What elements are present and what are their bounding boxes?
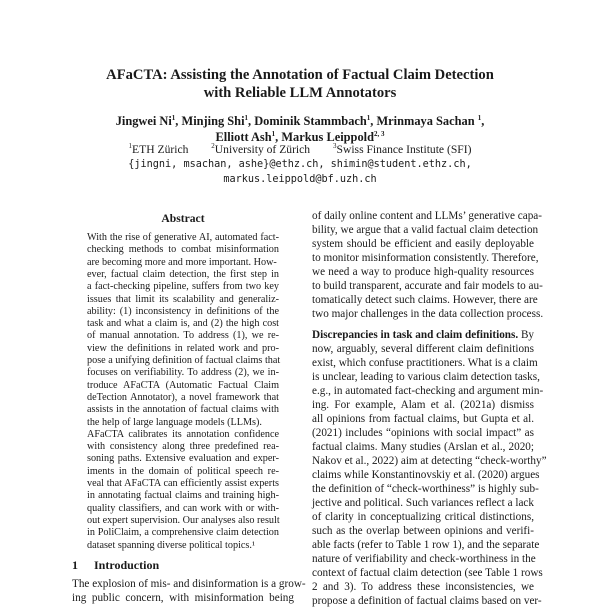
abstract-line: focuses on verifiability. To address (2), we in-: [87, 367, 279, 379]
right-col-line: we need a way to produce high-quality resources: [312, 266, 534, 278]
author-name: Dominik Stammbach: [254, 114, 367, 128]
right-col-line: e.g., in automated fact-checking and argument min-: [312, 385, 544, 397]
right-col-line: such as the overlap between opinions and verifi-: [312, 525, 534, 537]
right-col-line: of clarity in conceptualizing critical distinctions,: [312, 511, 534, 523]
author-name: Markus Leippold: [281, 130, 374, 144]
right-col-line: (2021) includes “opinions with social impact” as: [312, 427, 534, 439]
abstract-line: a fact-checking pipeline, suffers from two key: [87, 281, 279, 293]
right-col-line: exist, which confuse practitioners. What is a claim: [312, 357, 538, 369]
author-affil-sup: 1: [366, 113, 371, 122]
affiliation: $^1$ETH Zürich: [128, 142, 189, 156]
right-col-line: system should be efficient and easily deployable: [312, 238, 534, 250]
abstract-line: dataset spanning diverse political topics.¹: [87, 539, 255, 551]
intro-line: ing public concern, with misinformation being: [72, 592, 294, 604]
affiliations: [60, 143, 540, 157]
abstract-line: pose a unifying definition of factual claims that: [87, 355, 281, 366]
paper-title: [60, 66, 540, 102]
right-col-line: 2 and 3). To address these inconsistencies, we: [312, 581, 534, 593]
abstract-line: deTection Annotator), a novel framework that: [87, 391, 279, 403]
author-line-1: Jingwei Ni$^1$, Minjing Shi$^1$, Dominik Stammbach$^1$, Mrinmaya Sachan $^1$,: [115, 113, 485, 128]
abstract-line: AFaCTA calibrates its annotation confidence: [87, 428, 279, 440]
author-name: Minjing Shi: [181, 114, 245, 128]
abstract-line: assists in the annotation of factual claims with: [87, 404, 279, 416]
abstract-line: ability: (1) inconsistency in definitions of the: [87, 305, 279, 317]
affiliation: $^2$University of Zürich: [211, 142, 311, 156]
right-col-line: context of factual claim detection (see Table 1 rows: [312, 567, 543, 579]
right-col-line: propose a definition of factual claims based on ver-: [312, 595, 542, 607]
right-col-line: nature of verifiability and check-worthiness in the: [312, 553, 536, 565]
title-line-2: with Reliable LLM Annotators: [203, 85, 397, 101]
abstract-line: With the rise of generative AI, automated fact-: [87, 232, 279, 243]
abstract-line: view the definitions in related work and pro-: [87, 342, 279, 354]
abstract-line: checking methods to combat misinformation: [87, 244, 279, 256]
author-affil-sup: 1: [271, 129, 276, 138]
paragraph-lead-line: [312, 329, 534, 343]
right-col-line: the definition of “check-worthiness” is highly sub-: [312, 483, 539, 495]
author-affil-sup: 2, 3: [373, 129, 385, 138]
email-line-1[interactable]: {jingni, msachan, ashe}@ethz.ch, shimin@student.ethz.ch,: [128, 159, 472, 170]
right-col-line: of daily online content and LLMs’ generative capa-: [312, 210, 542, 222]
right-col-line: to monitor misinformation consistently. Therefore,: [312, 252, 539, 264]
abstract-line: in annotating factual claims and training high-: [87, 490, 279, 502]
right-col-line: jective and political. Such variances reflect a lack: [312, 497, 534, 509]
right-col-line: now, arguably, several different claim definitions: [312, 343, 534, 355]
right-col-line: tomatically detect such claims. However, there are: [312, 294, 538, 306]
abstract-line: ever, factual claim detection, the first step in: [87, 268, 279, 280]
right-col-line: claims while Konstantinovskiy et al. (2020) argues: [312, 469, 540, 481]
abstract-line: in PoliClaim, a comprehensive claim detection: [87, 527, 279, 539]
right-col-line: is unclear, leading to various claim detection tasks,: [312, 371, 540, 383]
right-col-line: ing. For example, Alam et al. (2021a) dismiss: [312, 399, 534, 411]
section-number: 1: [72, 558, 78, 572]
right-col-line: Nakov et al., 2022) aim at detecting “check-worthy”: [312, 455, 547, 467]
author-list: [60, 113, 540, 145]
abstract-line: veal that AFaCTA can efficiently assist experts: [87, 478, 279, 489]
author-affil-sup: 1: [171, 113, 176, 122]
abstract-line: troduce AFaCTA (Automatic Factual Claim: [87, 379, 279, 391]
right-col-line: able facts (refer to Table 1 row 1), and the separate: [312, 539, 540, 551]
abstract-line: are becoming more and more important. How-: [87, 256, 277, 268]
author-line-2: Elliott Ash$^1$, Markus Leippold$^{2, 3}$: [215, 129, 385, 144]
abstract-line: soning paths. Extensive evaluation and exper-: [87, 453, 279, 465]
abstract-line: task and what a claim is, and (2) the high cost: [87, 318, 279, 330]
affiliation: $^3$Swiss Finance Institute (SFI): [333, 142, 472, 156]
abstract-line: with consistency along three predefined rea-: [87, 441, 279, 453]
abstract-line: quality classifiers, and can work with or with-: [87, 502, 279, 514]
title-line-1: AFaCTA: Assisting the Annotation of Factual Claim Detection: [106, 67, 494, 83]
right-col-line: bility, we argue that a valid factual claim detection: [312, 224, 539, 236]
author-affil-sup: 1: [244, 113, 249, 122]
right-col-line: factual claims. Many studies (Arslan et al., 2020;: [312, 441, 534, 453]
abstract-heading: Abstract: [161, 212, 205, 225]
paragraph-lead: Discrepancies in task and claim definitions.: [312, 329, 519, 341]
author-name: Mrinmaya Sachan: [376, 114, 475, 128]
section-heading-introduction: [72, 558, 159, 572]
email-line-2[interactable]: markus.leippold@bf.uzh.ch: [223, 174, 377, 185]
author-name: Elliott Ash: [215, 130, 272, 144]
abstract-line: out expert supervision. Our analyses also result: [87, 514, 280, 526]
right-col-line: two major challenges in the data collection process.: [312, 308, 544, 320]
right-col-line: all opinions from factual claims, but Gupta et al.: [312, 413, 534, 425]
abstract-line: iments in the domain of political speech re-: [87, 465, 279, 477]
author-affil-sup: 1: [477, 113, 482, 122]
intro-line: The explosion of mis- and disinformation is a grow-: [72, 578, 306, 590]
abstract-line: of manual annotation. To address (1), we re-: [87, 330, 279, 342]
section-title: Introduction: [94, 558, 160, 572]
author-name: Jingwei Ni: [115, 114, 172, 128]
right-col-line: By: [518, 329, 535, 341]
right-col-line: to build transparent, accurate and fair models to au-: [312, 280, 543, 292]
abstract-line: the help of large language models (LLMs).: [87, 416, 262, 428]
abstract-line: issues that limit its scalability and generaliz-: [87, 293, 279, 305]
